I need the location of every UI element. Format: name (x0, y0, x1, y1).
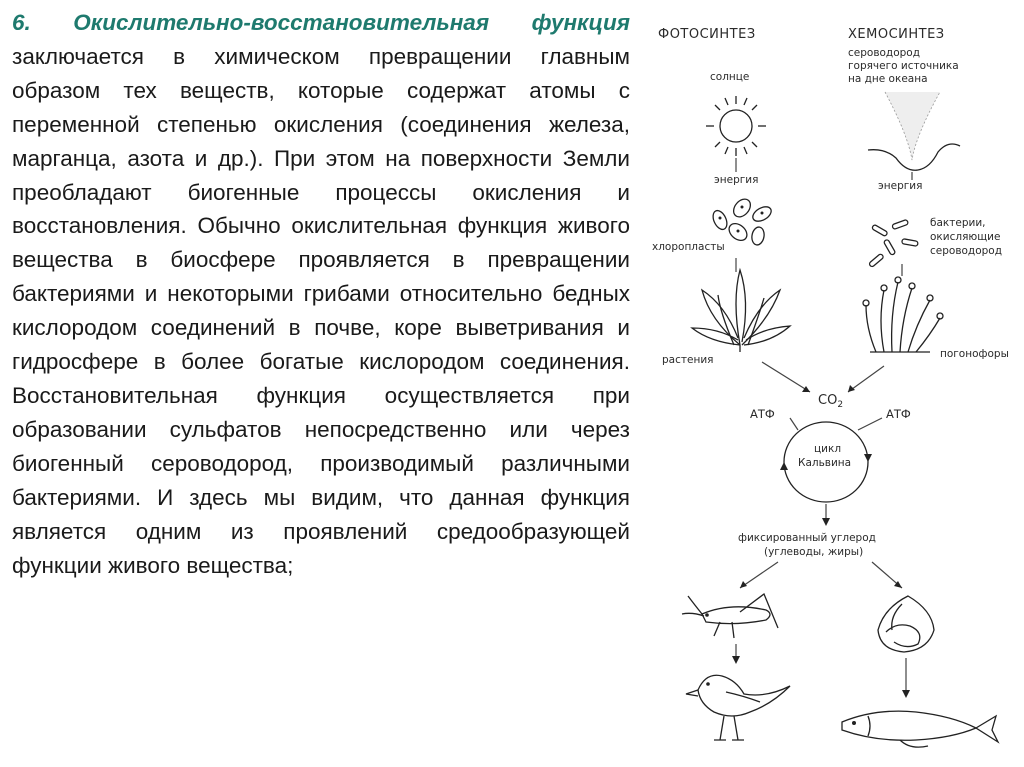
main-text (12, 6, 630, 582)
snail-fish-arrowhead (902, 690, 910, 698)
atp-right-arrow (858, 418, 882, 430)
function-description: заключается в химическом превращении главным образом тех веществ, которые содержат атомы с переменной степенью окисления (соединения железа, марганца, азота и др.). При этом на поверхности Земли преобладают биогенные процессы окисления и восстановления. Обычно окислительная функция живого вещества в биосфере проявляется в превращении бактериями и некоторыми грибами относительно бедных кислородом соединений в почве, коре выветривания и гидросфере в более богатые кислородом соединения. Восстановительная функция осуществляется при образовании сульфатов непосредственно или через биогенный сероводород, производимый различными бактериями. И здесь мы видим, что данная функция является одним из проявлений средообразующей функции живого вещества; (12, 43, 630, 578)
energy-right-label: энергия (878, 180, 923, 192)
co2-label: $CO_2$ (818, 393, 844, 410)
bacteria-line-1: бактерии, (930, 217, 986, 229)
source-line-1: сероводород (848, 47, 920, 59)
atp-left-arrow (790, 418, 798, 430)
fish-icon (842, 711, 998, 747)
chloroplasts-icon (710, 196, 773, 246)
chemosynthesis-photosynthesis-diagram (640, 0, 1024, 767)
plants-label: растения (662, 354, 714, 366)
grasshopper-bird-arrowhead (732, 656, 740, 664)
plant-cycle-arrow (762, 362, 810, 392)
snail-icon (878, 596, 934, 652)
atp-left-label: АТФ (750, 407, 775, 421)
sun-icon (706, 96, 766, 156)
bird-icon (686, 675, 790, 740)
bacteria-line-2: окисляющие (930, 231, 1001, 243)
pogonophora-icon (863, 277, 943, 352)
pogonophora-cycle-arrowhead (848, 385, 855, 392)
source-line-3: на дне океана (848, 73, 928, 85)
carbon-grasshopper-arrow (740, 562, 778, 588)
cycle-line-2: Кальвина (798, 457, 852, 469)
cycle-carbon-arrowhead (822, 518, 830, 526)
source-line-2: горячего источника (848, 60, 959, 72)
sun-label: солнце (710, 71, 750, 83)
chloroplasts-label: хлоропласты (652, 241, 725, 253)
plant-icon (692, 270, 790, 352)
energy-left-label: энергия (714, 174, 759, 186)
cycle-line-1: цикл (814, 443, 842, 455)
pogonophora-label: погонофоры (940, 348, 1009, 360)
atp-right-label: АТФ (886, 407, 911, 421)
plant-cycle-arrowhead (802, 386, 810, 392)
bacteria-icon (869, 219, 919, 267)
hydrothermal-vent-icon (868, 92, 960, 170)
fixed-carbon-label: фиксированный углерод (738, 532, 876, 544)
grasshopper-icon (682, 594, 778, 638)
pogonophora-cycle-arrow (848, 366, 884, 392)
fixed-carbon-detail: (углеводы, жиры) (764, 546, 864, 558)
photosynthesis-title: ФОТОСИНТЕЗ (658, 27, 756, 42)
function-heading: 6. Окислительно-восстановительная функция (12, 10, 630, 35)
chemosynthesis-title: ХЕМОСИНТЕЗ (848, 27, 945, 42)
bacteria-line-3: сероводород (930, 245, 1002, 257)
